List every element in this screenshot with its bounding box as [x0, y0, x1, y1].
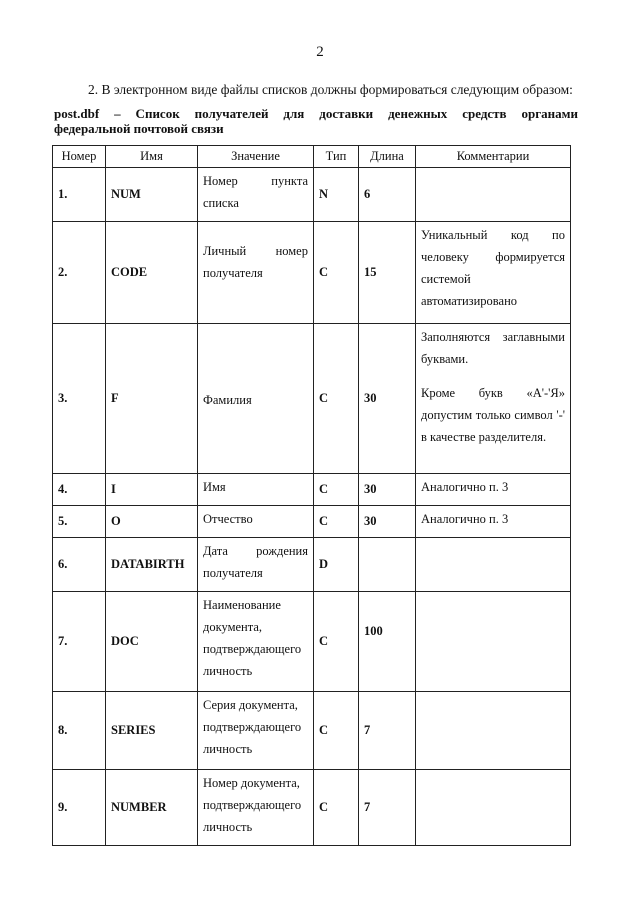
- row-length: 30: [359, 324, 416, 474]
- table-title-line-1: post.dbf – Список получателей для доставки денежных средств органами: [54, 106, 578, 121]
- row-type: C: [314, 506, 359, 538]
- fields-table: [52, 145, 571, 846]
- row-value: [198, 538, 314, 592]
- row-field-name: DATABIRTH: [106, 538, 198, 592]
- row-value-text: Номер документа, подтверждающего личность: [203, 776, 302, 834]
- row-field-name: F: [106, 324, 198, 474]
- row-type: C: [314, 474, 359, 506]
- row-number: 2.: [53, 222, 106, 324]
- row-type: N: [314, 168, 359, 222]
- row-length: 6: [359, 168, 416, 222]
- row-comment: [416, 222, 571, 324]
- row-value-text: Дата рождения получателя: [203, 544, 308, 580]
- row-length: 30: [359, 506, 416, 538]
- row-number: 7.: [53, 592, 106, 692]
- row-comment-text-2: Кроме букв «А'-'Я» допустим только символ '-' в качестве разделителя.: [421, 386, 565, 444]
- row-type: C: [314, 592, 359, 692]
- row-field-name: NUMBER: [106, 770, 198, 846]
- row-comment: [416, 592, 571, 692]
- table-header-row: [53, 146, 571, 168]
- table-row: [53, 770, 571, 846]
- row-value: [198, 168, 314, 222]
- page-number: 2: [316, 44, 324, 60]
- row-value: [198, 506, 314, 538]
- row-type: C: [314, 222, 359, 324]
- row-comment: [416, 692, 571, 770]
- table-row: [53, 506, 571, 538]
- row-length: 30: [359, 474, 416, 506]
- row-number: 1.: [53, 168, 106, 222]
- row-value-text: Имя: [203, 480, 226, 494]
- row-field-name: O: [106, 506, 198, 538]
- row-field-name: I: [106, 474, 198, 506]
- row-length: 100: [359, 592, 416, 692]
- header-length: Длина: [359, 146, 416, 168]
- row-type: D: [314, 538, 359, 592]
- row-type: C: [314, 770, 359, 846]
- row-value: [198, 222, 314, 324]
- table-row: [53, 692, 571, 770]
- row-number: 8.: [53, 692, 106, 770]
- row-length: 7: [359, 692, 416, 770]
- table-row: [53, 592, 571, 692]
- row-field-name: DOC: [106, 592, 198, 692]
- row-field-name: NUM: [106, 168, 198, 222]
- row-value-text: Наименование документа, подтверждающего личность: [203, 598, 302, 678]
- row-value: [198, 770, 314, 846]
- row-value-text: Отчество: [203, 512, 253, 526]
- row-comment: [416, 538, 571, 592]
- header-number: Номер: [53, 146, 106, 168]
- row-comment-text: Аналогично п. 3: [421, 480, 509, 494]
- row-type: C: [314, 692, 359, 770]
- header-name: Имя: [106, 146, 198, 168]
- table-row: [53, 474, 571, 506]
- row-comment: [416, 506, 571, 538]
- table-row: [53, 538, 571, 592]
- table-row: [53, 324, 571, 474]
- row-comment-text: Уникальный код по человеку формируется системой автоматизировано: [421, 228, 565, 308]
- header-type: Тип: [314, 146, 359, 168]
- table-row: [53, 222, 571, 324]
- header-comments: Комментарии: [416, 146, 571, 168]
- table-title-line-2: федеральной почтовой связи: [54, 121, 224, 136]
- row-length: 15: [359, 222, 416, 324]
- row-number: 5.: [53, 506, 106, 538]
- row-comment: [416, 474, 571, 506]
- row-length: [359, 538, 416, 592]
- row-value: [198, 324, 314, 474]
- row-value-text: Фамилия: [203, 392, 252, 407]
- row-value: [198, 592, 314, 692]
- row-value-text: Номер пункта списка: [203, 174, 308, 210]
- row-value: [198, 474, 314, 506]
- row-comment: [416, 770, 571, 846]
- row-comment: [416, 324, 571, 474]
- row-number: 3.: [53, 324, 106, 474]
- row-number: 4.: [53, 474, 106, 506]
- row-value: [198, 692, 314, 770]
- intro-paragraph: 2. В электронном виде файлы списков должны формироваться следующим образом:: [88, 82, 573, 97]
- row-value-text: Серия документа, подтверждающего личность: [203, 698, 302, 756]
- row-value-text: Личный номер получателя: [203, 244, 308, 280]
- row-field-name: SERIES: [106, 692, 198, 770]
- header-value: Значение: [198, 146, 314, 168]
- table-row: [53, 168, 571, 222]
- row-number: 9.: [53, 770, 106, 846]
- row-field-name: CODE: [106, 222, 198, 324]
- row-length: 7: [359, 770, 416, 846]
- row-comment: [416, 168, 571, 222]
- row-type: C: [314, 324, 359, 474]
- row-comment-text: Аналогично п. 3: [421, 512, 509, 526]
- row-number: 6.: [53, 538, 106, 592]
- table-title: [54, 106, 578, 136]
- row-comment-text: Заполняются заглавными буквами.: [421, 330, 565, 366]
